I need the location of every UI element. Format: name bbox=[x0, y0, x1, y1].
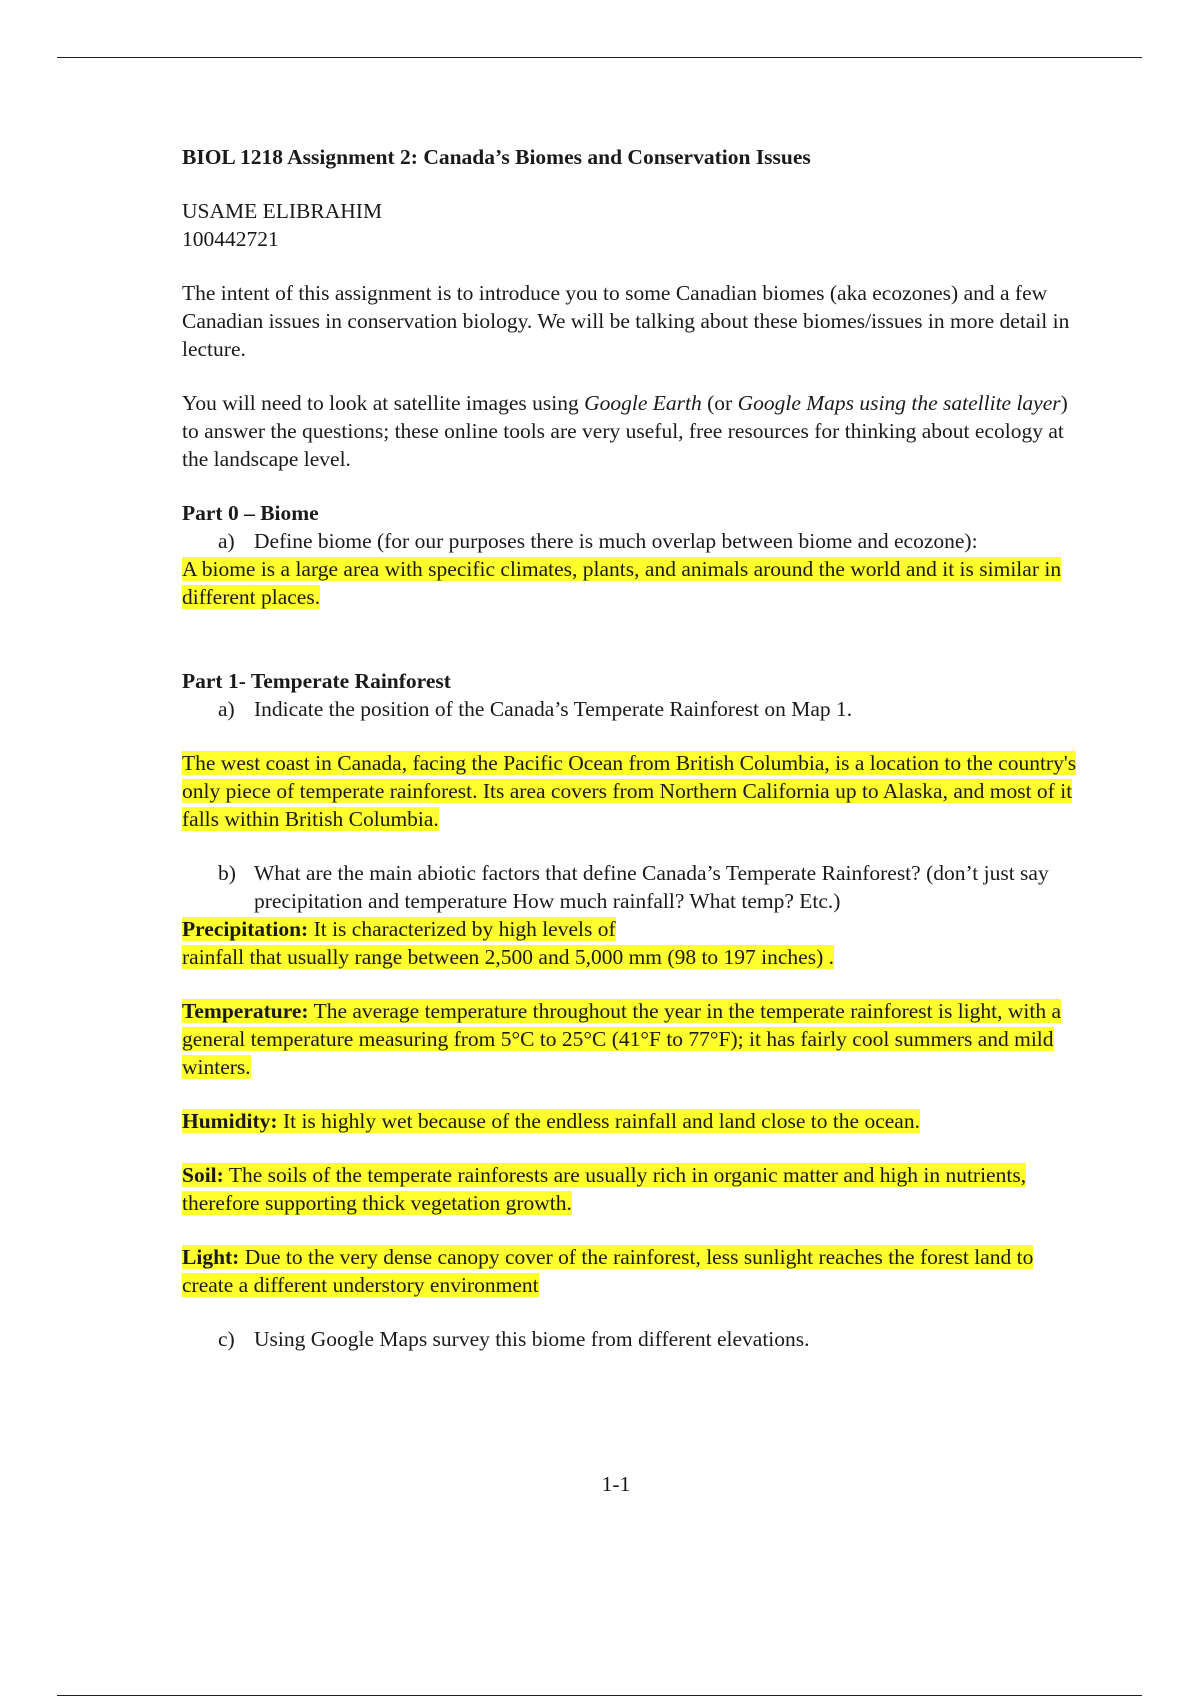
part1-heading: Part 1- Temperate Rainforest bbox=[182, 669, 451, 693]
factor-humidity bbox=[182, 1107, 1082, 1135]
part0-a-label: a) bbox=[218, 529, 235, 553]
soil-text: The soils of the temperate rainforests are usually rich in organic matter and high in nutrients, therefore supporting thick vegetation growth. bbox=[182, 1163, 1027, 1215]
part0-question-a bbox=[182, 527, 1082, 555]
light-label: Light: bbox=[182, 1245, 240, 1269]
top-rule bbox=[57, 57, 1142, 58]
student-id: 100442721 bbox=[182, 227, 279, 251]
document-title: BIOL 1218 Assignment 2: Canada’s Biomes and Conservation Issues bbox=[182, 145, 811, 169]
part1-a-text: Indicate the position of the Canada’s Temperate Rainforest on Map 1. bbox=[254, 697, 853, 721]
part0-answer bbox=[182, 555, 1082, 611]
precipitation-text-1: It is characterized by high levels of bbox=[308, 917, 616, 941]
tools-text-1: You will need to look at satellite images using bbox=[182, 391, 585, 415]
part1-question-c bbox=[182, 1325, 1082, 1353]
part1-b-label: b) bbox=[218, 861, 236, 885]
part0-answer-text: A biome is a large area with specific climates, plants, and animals around the world and it is similar in different places. bbox=[182, 557, 1062, 609]
tools-paragraph bbox=[182, 389, 1082, 473]
part1-question-a bbox=[182, 695, 1082, 723]
part0-a-text: Define biome (for our purposes there is much overlap between biome and ecozone): bbox=[254, 529, 978, 553]
intro-paragraph: The intent of this assignment is to introduce you to some Canadian biomes (aka ecozones) and a few Canadian issues in conservation biology. We will be talking about these biomes/issues in more detail in lecture. bbox=[182, 281, 1070, 361]
part1-c-text: Using Google Maps survey this biome from different elevations. bbox=[254, 1327, 810, 1351]
humidity-label: Humidity: bbox=[182, 1109, 278, 1133]
part1-a-label: a) bbox=[218, 697, 235, 721]
part1-c-label: c) bbox=[218, 1327, 235, 1351]
precipitation-text-2: rainfall that usually range between 2,500 and 5,000 mm (98 to 197 inches) . bbox=[182, 945, 835, 969]
part1-b-text: What are the main abiotic factors that define Canada’s Temperate Rainforest? (don’t just say precipitation and temperature How much rainfall? What temp? Etc.) bbox=[254, 861, 1049, 913]
factor-precipitation bbox=[182, 915, 1082, 971]
part0-heading: Part 0 – Biome bbox=[182, 501, 319, 525]
part1-question-b bbox=[182, 859, 1082, 915]
bottom-rule bbox=[57, 1695, 1142, 1696]
factor-soil bbox=[182, 1161, 1082, 1217]
part1-a-answer-text: The west coast in Canada, facing the Pacific Ocean from British Columbia, is a location to the country's only piece of temperate rainforest. Its area covers from Northern California up to Alaska, and most of it falls within British Columbia. bbox=[182, 751, 1077, 831]
humidity-text: It is highly wet because of the endless rainfall and land close to the ocean. bbox=[277, 1109, 920, 1133]
factor-temperature bbox=[182, 997, 1082, 1081]
author-name: USAME ELIBRAHIM bbox=[182, 199, 383, 223]
page-number: 1-1 bbox=[601, 1472, 631, 1496]
precipitation-label: Precipitation: bbox=[182, 917, 309, 941]
factor-light bbox=[182, 1243, 1082, 1299]
light-text: Due to the very dense canopy cover of the rainforest, less sunlight reaches the forest land to create a different understory environment bbox=[182, 1245, 1034, 1297]
tools-text-3: ) to answer the questions; these online tools are very useful, free resources for thinking about ecology at the landscape level. bbox=[182, 391, 1068, 471]
document-page bbox=[182, 143, 1082, 1353]
part1-a-answer bbox=[182, 749, 1082, 833]
tools-text-2: (or bbox=[701, 391, 738, 415]
google-maps-name: Google Maps using the satellite layer bbox=[737, 391, 1061, 415]
soil-label: Soil: bbox=[182, 1163, 224, 1187]
temperature-label: Temperature: bbox=[182, 999, 309, 1023]
google-earth-name: Google Earth bbox=[584, 391, 702, 415]
temperature-text: The average temperature throughout the year in the temperate rainforest is light, with a general temperature measuring from 5°C to 25°C (41°F to 77°F); it has fairly cool summers and mild winters. bbox=[182, 999, 1062, 1079]
